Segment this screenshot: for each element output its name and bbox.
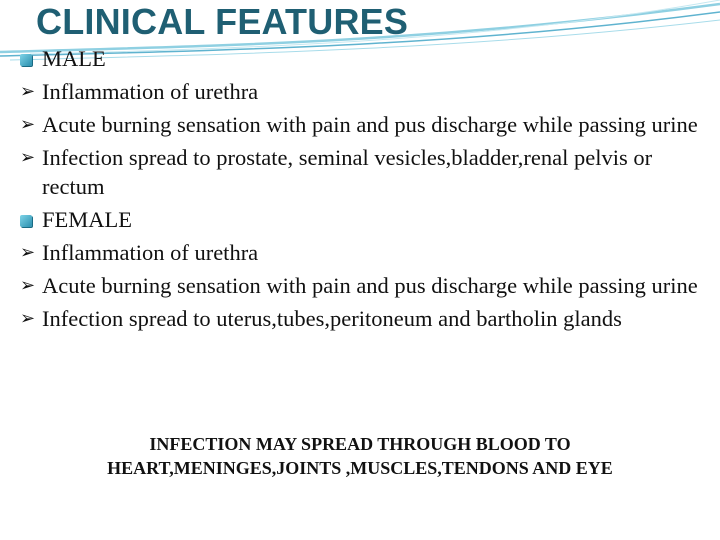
list-item [20, 77, 700, 106]
list-item-text: Infection spread to prostate, seminal vesicles,bladder,renal pelvis or rectum [42, 145, 653, 199]
q-bullet-icon [20, 205, 42, 234]
list-item-text: Inflammation of urethra [42, 79, 259, 104]
bullet-list [20, 44, 700, 337]
q-bullet-icon [20, 44, 42, 73]
list-item [20, 238, 700, 267]
list-item-text: Inflammation of urethra [42, 240, 259, 265]
list-item [20, 143, 700, 201]
spread-note [0, 432, 720, 480]
note-line-2: HEART,MENINGES,JOINTS ,MUSCLES,TENDONS AND EYE [107, 458, 613, 478]
arrow-bullet-icon: ➢ [20, 114, 36, 135]
slide-title: CLINICAL FEATURES [36, 1, 409, 42]
list-item-text: Acute burning sensation with pain and pus discharge while passing urine [42, 112, 698, 137]
list-item [20, 271, 700, 300]
list-item [20, 110, 700, 139]
list-item-female-heading [20, 205, 700, 234]
list-item-male-heading [20, 44, 700, 73]
list-item-text: Acute burning sensation with pain and pus discharge while passing urine [42, 273, 698, 298]
list-item [20, 304, 700, 333]
list-item-text: Infection spread to uterus,tubes,peritoneum and bartholin glands [42, 306, 622, 331]
arrow-bullet-icon: ➢ [20, 275, 36, 296]
arrow-bullet-icon: ➢ [20, 147, 36, 168]
arrow-bullet-icon: ➢ [20, 242, 36, 263]
arrow-bullet-icon: ➢ [20, 81, 36, 102]
list-item-text: FEMALE [42, 207, 132, 232]
list-item-text: MALE [42, 46, 106, 71]
arrow-bullet-icon: ➢ [20, 308, 36, 329]
note-line-1: INFECTION MAY SPREAD THROUGH BLOOD TO [149, 434, 571, 454]
